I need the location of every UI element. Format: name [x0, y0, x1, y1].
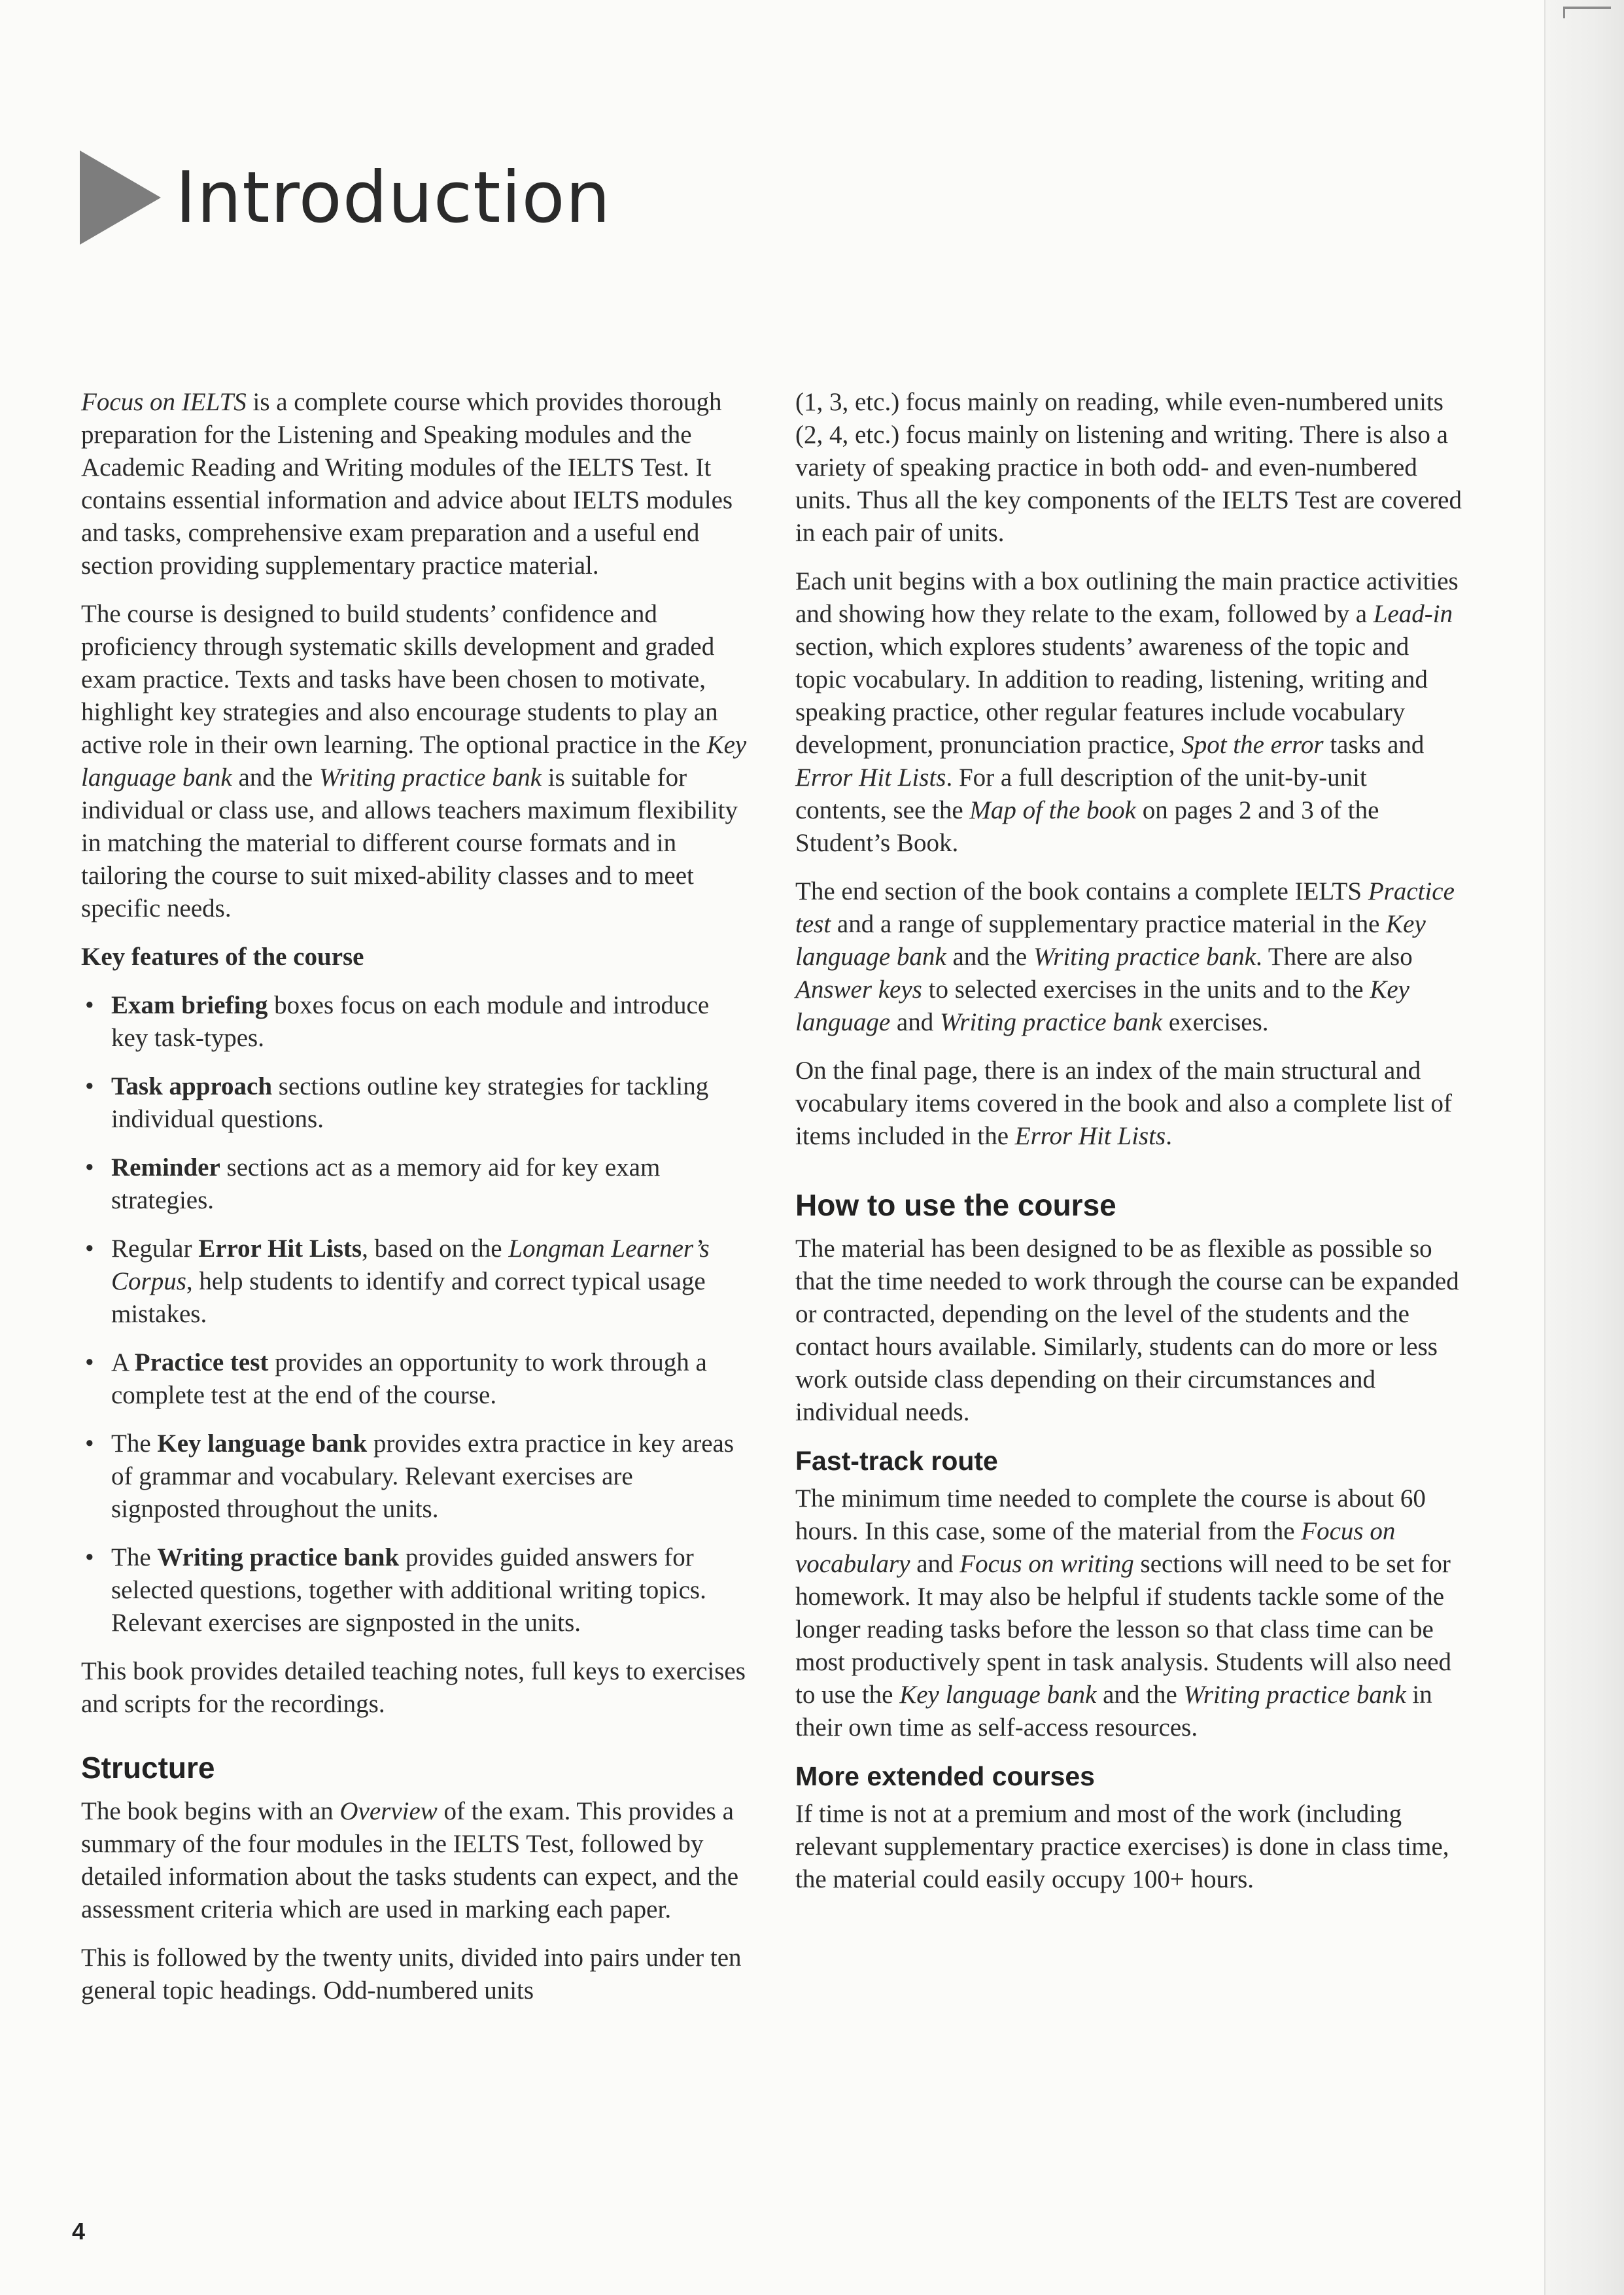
- bold-term: Exam briefing: [111, 991, 268, 1019]
- final-page-paragraph: On the final page, there is an index of the main structural and vocabulary items covered in the book and also a complete list of items included in the Error Hit Lists.: [795, 1057, 1452, 1150]
- italic-title: Writing practice bank: [939, 1008, 1163, 1036]
- feature-item: • Reminder sections act as a memory aid for key exam strategies.: [81, 1151, 748, 1217]
- italic-title: Focus on vocabulary: [795, 1517, 1396, 1578]
- extended-courses-paragraph: If time is not at a premium and most of the work (including relevant supplementary practice exercises) is done in class time, the material could easily occupy 100+ hours.: [795, 1800, 1449, 1893]
- feature-item: • A Practice test provides an opportunity to work through a complete test at the end of the course.: [81, 1346, 748, 1412]
- italic-title: Overview: [339, 1797, 438, 1825]
- triangle-arrow-icon: [80, 150, 161, 245]
- page-number: 4: [72, 2218, 86, 2245]
- structure-heading: Structure: [81, 1751, 215, 1785]
- bold-term: Reminder: [111, 1153, 220, 1182]
- feature-item: • The Writing practice bank provides guided answers for selected questions, together with additional writing topics. Relevant exercises are signposted in the units.: [81, 1541, 748, 1639]
- bold-term: Key language bank: [157, 1429, 368, 1458]
- extended-courses-heading: More extended courses: [795, 1761, 1095, 1791]
- italic-title: Error Hit Lists: [1014, 1122, 1166, 1150]
- italic-title: Map of the book: [969, 796, 1136, 824]
- page-header: [80, 145, 611, 250]
- page-edge-mark: [1563, 7, 1611, 18]
- page-title: Introduction: [175, 156, 612, 239]
- intro-paragraph-2: The course is designed to build students’ confidence and proficiency through systematic skills development and graded exam practice. Texts and tasks have been chosen to motivate, highlight key strategies and also encourage students to play an active role in their own learning. The optional practice in the Key language bank and the Writing practice bank is suitable for individual or class use, and allows teachers maximum flexibility in matching the material to different course formats and in tailoring the course to suit mixed-ability classes and to meet specific needs.: [81, 600, 747, 922]
- right-column: [795, 386, 1462, 1912]
- structure-paragraph-1: The book begins with an Overview of the exam. This provides a summary of the four modules in the IELTS Test, followed by detailed information about the tasks students can expect, and the assessment criteria which are used in marking each paper.: [81, 1797, 739, 1923]
- units-continued-paragraph: (1, 3, etc.) focus mainly on reading, while even-numbered units (2, 4, etc.) focus mainly on listening and writing. There is also a variety of speaking practice in both odd- and even-numbered units. Thus all the key components of the IELTS Test are covered in each pair of units.: [795, 388, 1462, 547]
- italic-title: Answer keys: [795, 975, 922, 1004]
- italic-title: Writing practice bank: [319, 763, 542, 792]
- bold-term: Writing practice bank: [157, 1543, 400, 1571]
- feature-item: • Task approach sections outline key strategies for tackling individual questions.: [81, 1070, 748, 1136]
- bold-term: Error Hit Lists: [198, 1235, 362, 1263]
- fast-track-paragraph: The minimum time needed to complete the course is about 60 hours. In this case, some of the material from the Focus on vocabulary and Focus on writing sections will need to be set for homework. It may also be helpful if students tackle some of the longer reading tasks before the lesson so that class time can be most productively spent in task analysis. Students will also need to use the Key language bank and the Writing practice bank in their own time as self-access resources.: [795, 1484, 1452, 1742]
- left-column: [81, 386, 748, 2023]
- italic-title: Spot the error: [1181, 731, 1324, 759]
- italic-title: Key language: [795, 975, 1409, 1036]
- bold-term: Practice test: [134, 1348, 269, 1376]
- italic-title: Lead-in: [1373, 600, 1453, 628]
- teaching-notes-paragraph: This book provides detailed teaching notes, full keys to exercises and scripts for the recordings.: [81, 1657, 746, 1718]
- italic-title: Key language bank: [795, 910, 1426, 971]
- features-heading: Key features of the course: [81, 943, 364, 971]
- fast-track-heading: Fast-track route: [795, 1446, 998, 1476]
- unit-description-paragraph: Each unit begins with a box outlining the main practice activities and showing how they relate to the exam, followed by a Lead-in section, which explores students’ awareness of the topic and topic vocabulary. In addition to reading, listening, writing and speaking practice, other regular features include vocabulary development, pronunciation practice, Spot the error tasks and Error Hit Lists. For a full description of the unit-by-unit contents, see the Map of the book on pages 2 and 3 of the Student’s Book.: [795, 567, 1459, 857]
- page-edge: [1544, 0, 1624, 2295]
- italic-title: Longman Learner’s Corpus: [111, 1235, 710, 1295]
- intro-paragraph-1: Focus on IELTS is a complete course which provides thorough preparation for the Listening and Speaking modules and the Academic Reading and Writing modules of the IELTS Test. It contains essential information and advice about IELTS modules and tasks, comprehensive exam preparation and a useful end section providing supplementary practice material.: [81, 388, 733, 580]
- features-list: [81, 989, 748, 1639]
- italic-title: Key language bank: [81, 731, 747, 792]
- feature-item: • The Key language bank provides extra practice in key areas of grammar and vocabulary. Relevant exercises are signposted throughout the units.: [81, 1428, 748, 1526]
- bold-term: Task approach: [111, 1072, 273, 1100]
- italic-title: Focus on IELTS: [81, 388, 247, 416]
- how-to-use-heading: How to use the course: [795, 1188, 1116, 1222]
- italic-title: Writing practice bank: [1183, 1681, 1406, 1709]
- italic-title: Writing practice bank: [1033, 943, 1256, 971]
- how-to-use-paragraph: The material has been designed to be as flexible as possible so that the time needed to work through the course can be expanded or contracted, depending on the level of the students and the contact hours available. Similarly, students can do more or less work outside class depending on their circumstances and individual needs.: [795, 1235, 1459, 1426]
- structure-paragraph-2: This is followed by the twenty units, divided into pairs under ten general topic headings. Odd-numbered units: [81, 1944, 742, 2005]
- feature-item: • Regular Error Hit Lists, based on the Longman Learner’s Corpus, help students to identify and correct typical usage mistakes.: [81, 1233, 748, 1331]
- italic-title: Focus on writing: [959, 1550, 1134, 1578]
- italic-title: Key language bank: [899, 1681, 1097, 1709]
- feature-item: • Exam briefing boxes focus on each module and introduce key task-types.: [81, 989, 748, 1055]
- end-section-paragraph: The end section of the book contains a complete IELTS Practice test and a range of supplementary practice material in the Key language bank and the Writing practice bank. There are also Answer keys to selected exercises in the units and to the Key language and Writing practice bank exercises.: [795, 877, 1455, 1036]
- italic-title: Practice test: [795, 877, 1455, 938]
- italic-title: Error Hit Lists: [795, 763, 946, 792]
